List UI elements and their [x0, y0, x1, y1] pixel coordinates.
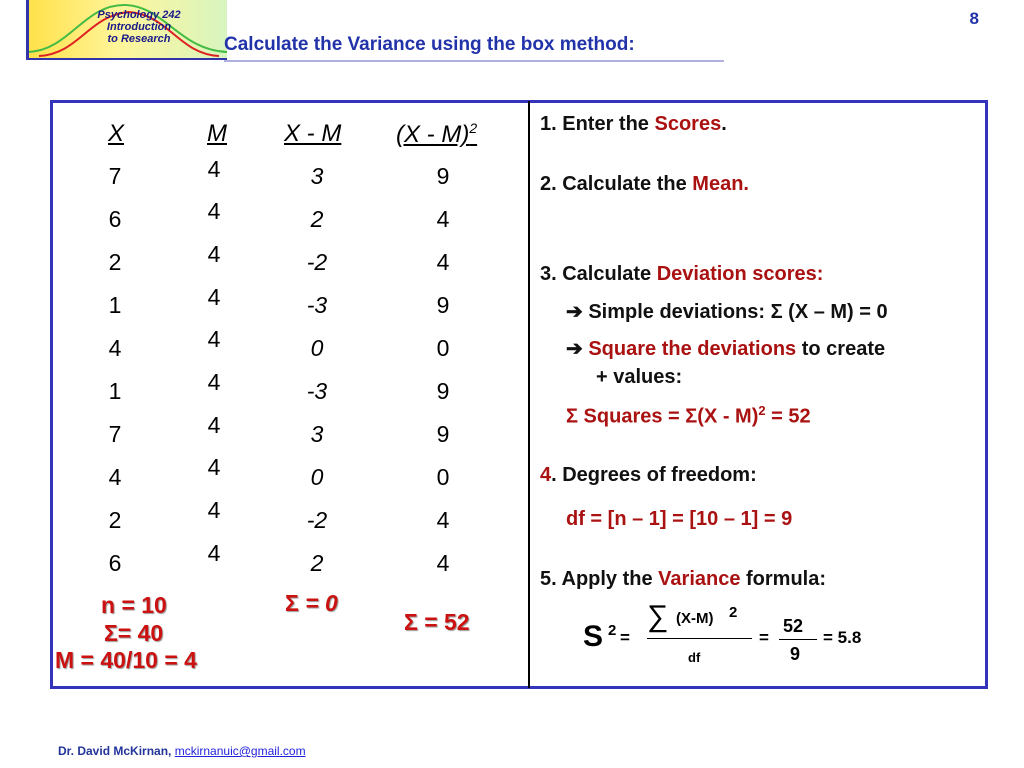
square-deviations-highlight: Square the deviations — [588, 338, 797, 360]
formula-eq1: = — [620, 628, 630, 647]
column-divider — [528, 101, 530, 688]
x-value: 1 — [108, 292, 122, 318]
mean-value: 4 — [207, 369, 221, 395]
squared-value: 9 — [436, 378, 450, 404]
mean-value: 4 — [207, 198, 221, 224]
mean-value: 4 — [207, 497, 221, 523]
sum-dev-sigma: Σ — [285, 590, 299, 616]
squared-value: 0 — [436, 335, 450, 361]
sum-dev — [285, 590, 338, 617]
page-number: 8 — [969, 9, 979, 28]
deviation-value: -2 — [306, 507, 328, 533]
deviation-value: 0 — [310, 335, 324, 361]
deviation-value: -3 — [306, 292, 328, 318]
simple-deviations-text: Simple deviations: Σ (X – M) = 0 — [588, 301, 888, 323]
sum-of-squares-value: = 52 — [765, 405, 811, 428]
sum-x: Σ= 40 — [104, 620, 164, 646]
variance-formula — [583, 600, 913, 676]
deviation-value: 3 — [310, 163, 324, 189]
mean-value: 4 — [207, 326, 221, 352]
fraction-denominator: 9 — [790, 644, 801, 664]
formula-numerator-sup: 2 — [729, 604, 738, 621]
logo-line-3: to Research — [107, 33, 171, 45]
squared-value: 9 — [436, 421, 450, 447]
step-3-text: 3. Calculate — [540, 263, 657, 285]
mean-value: 4 — [207, 284, 221, 310]
degrees-of-freedom: df = [n – 1] = [10 – 1] = 9 — [566, 508, 793, 530]
step-1-highlight: Scores — [654, 113, 722, 135]
fraction-line — [647, 638, 752, 639]
x-value: 4 — [108, 335, 122, 361]
step-3-positive-values: + values: — [596, 366, 683, 388]
step-5-highlight: Variance — [658, 568, 741, 590]
step-1-end: . — [721, 113, 727, 135]
x-value: 7 — [108, 163, 122, 189]
arrow-right-icon: ➔ — [566, 338, 583, 360]
logo-text — [69, 9, 209, 45]
fraction-numerator: 52 — [783, 616, 804, 636]
formula-numerator: (X-M) — [676, 610, 714, 627]
x-value: 7 — [108, 421, 122, 447]
formula-eq2: = — [759, 628, 769, 647]
sum-of-squares-sup: 2 — [758, 403, 766, 418]
x-value: 1 — [108, 378, 122, 404]
title-underline — [224, 60, 724, 62]
mean-value: 4 — [207, 241, 221, 267]
x-value: 6 — [108, 550, 122, 576]
footer — [58, 744, 306, 758]
course-logo — [26, 0, 227, 60]
summation-icon: ∑ — [647, 600, 669, 633]
header-squared-dev-sup: 2 — [469, 120, 478, 136]
deviation-value: 2 — [310, 206, 324, 232]
logo-line-2: Introduction — [106, 21, 172, 33]
sum-dev-value: = 0 — [305, 590, 338, 616]
step-2-text: 2. Calculate the — [540, 173, 693, 195]
squared-value: 4 — [436, 550, 450, 576]
step-2-highlight: Mean. — [692, 173, 749, 195]
x-value: 2 — [108, 249, 122, 275]
mean-value: 4 — [207, 540, 221, 566]
squared-value: 9 — [436, 292, 450, 318]
deviation-value: 2 — [310, 550, 324, 576]
step-5 — [540, 568, 826, 591]
formula-s: S — [583, 620, 604, 653]
step-4-number: 4 — [540, 464, 552, 486]
square-deviations-text: to create — [796, 338, 886, 360]
formula-s-sup: 2 — [608, 622, 617, 639]
header-x: X — [108, 120, 125, 147]
deviation-value: -3 — [306, 378, 328, 404]
squared-value: 9 — [436, 163, 450, 189]
step-4-text: . Degrees of freedom: — [551, 464, 757, 486]
step-5-end: formula: — [740, 568, 827, 590]
footer-author: Dr. David McKirnan, — [58, 744, 172, 758]
squared-value: 4 — [436, 206, 450, 232]
squared-value: 4 — [436, 249, 450, 275]
sum-squares: Σ = 52 — [404, 609, 470, 635]
formula-result: = 5.8 — [823, 628, 862, 647]
slide-title: Calculate the Variance using the box method: — [224, 34, 635, 55]
step-3-simple-deviations — [566, 299, 888, 324]
arrow-right-icon: ➔ — [566, 301, 583, 323]
sum-of-squares-text: Σ Squares = Σ(X - M) — [566, 405, 759, 428]
header-squared-dev — [396, 120, 477, 149]
step-2 — [540, 173, 749, 196]
mean-calc: M = 40/10 = 4 — [55, 647, 197, 673]
fraction-line-2 — [779, 639, 817, 640]
mean-value: 4 — [207, 454, 221, 480]
step-4 — [540, 464, 757, 487]
deviation-value: -2 — [306, 249, 328, 275]
header-m: M — [207, 120, 227, 147]
mean-value: 4 — [207, 412, 221, 438]
x-value: 2 — [108, 507, 122, 533]
squared-value: 0 — [436, 464, 450, 490]
deviation-value: 0 — [310, 464, 324, 490]
step-5-text: 5. Apply the — [540, 568, 659, 590]
sum-of-squares — [566, 403, 811, 429]
mean-value: 4 — [207, 156, 221, 182]
step-3-highlight: Deviation scores: — [656, 263, 824, 285]
step-3 — [540, 263, 823, 286]
step-1-text: 1. Enter the — [540, 113, 655, 135]
x-value: 4 — [108, 464, 122, 490]
header-x-minus-m: X - M — [284, 120, 342, 147]
squared-value: 4 — [436, 507, 450, 533]
logo-line-1: Psychology 242 — [97, 9, 181, 21]
formula-denominator: df — [688, 650, 701, 665]
step-1 — [540, 113, 727, 136]
footer-email-link[interactable]: mckirnanuic@gmail.com — [174, 744, 306, 758]
deviation-value: 3 — [310, 421, 324, 447]
header-squared-dev-text: (X - M) — [396, 121, 470, 148]
step-3-square-deviations — [566, 336, 885, 361]
n-count: n = 10 — [101, 592, 167, 618]
x-value: 6 — [108, 206, 122, 232]
